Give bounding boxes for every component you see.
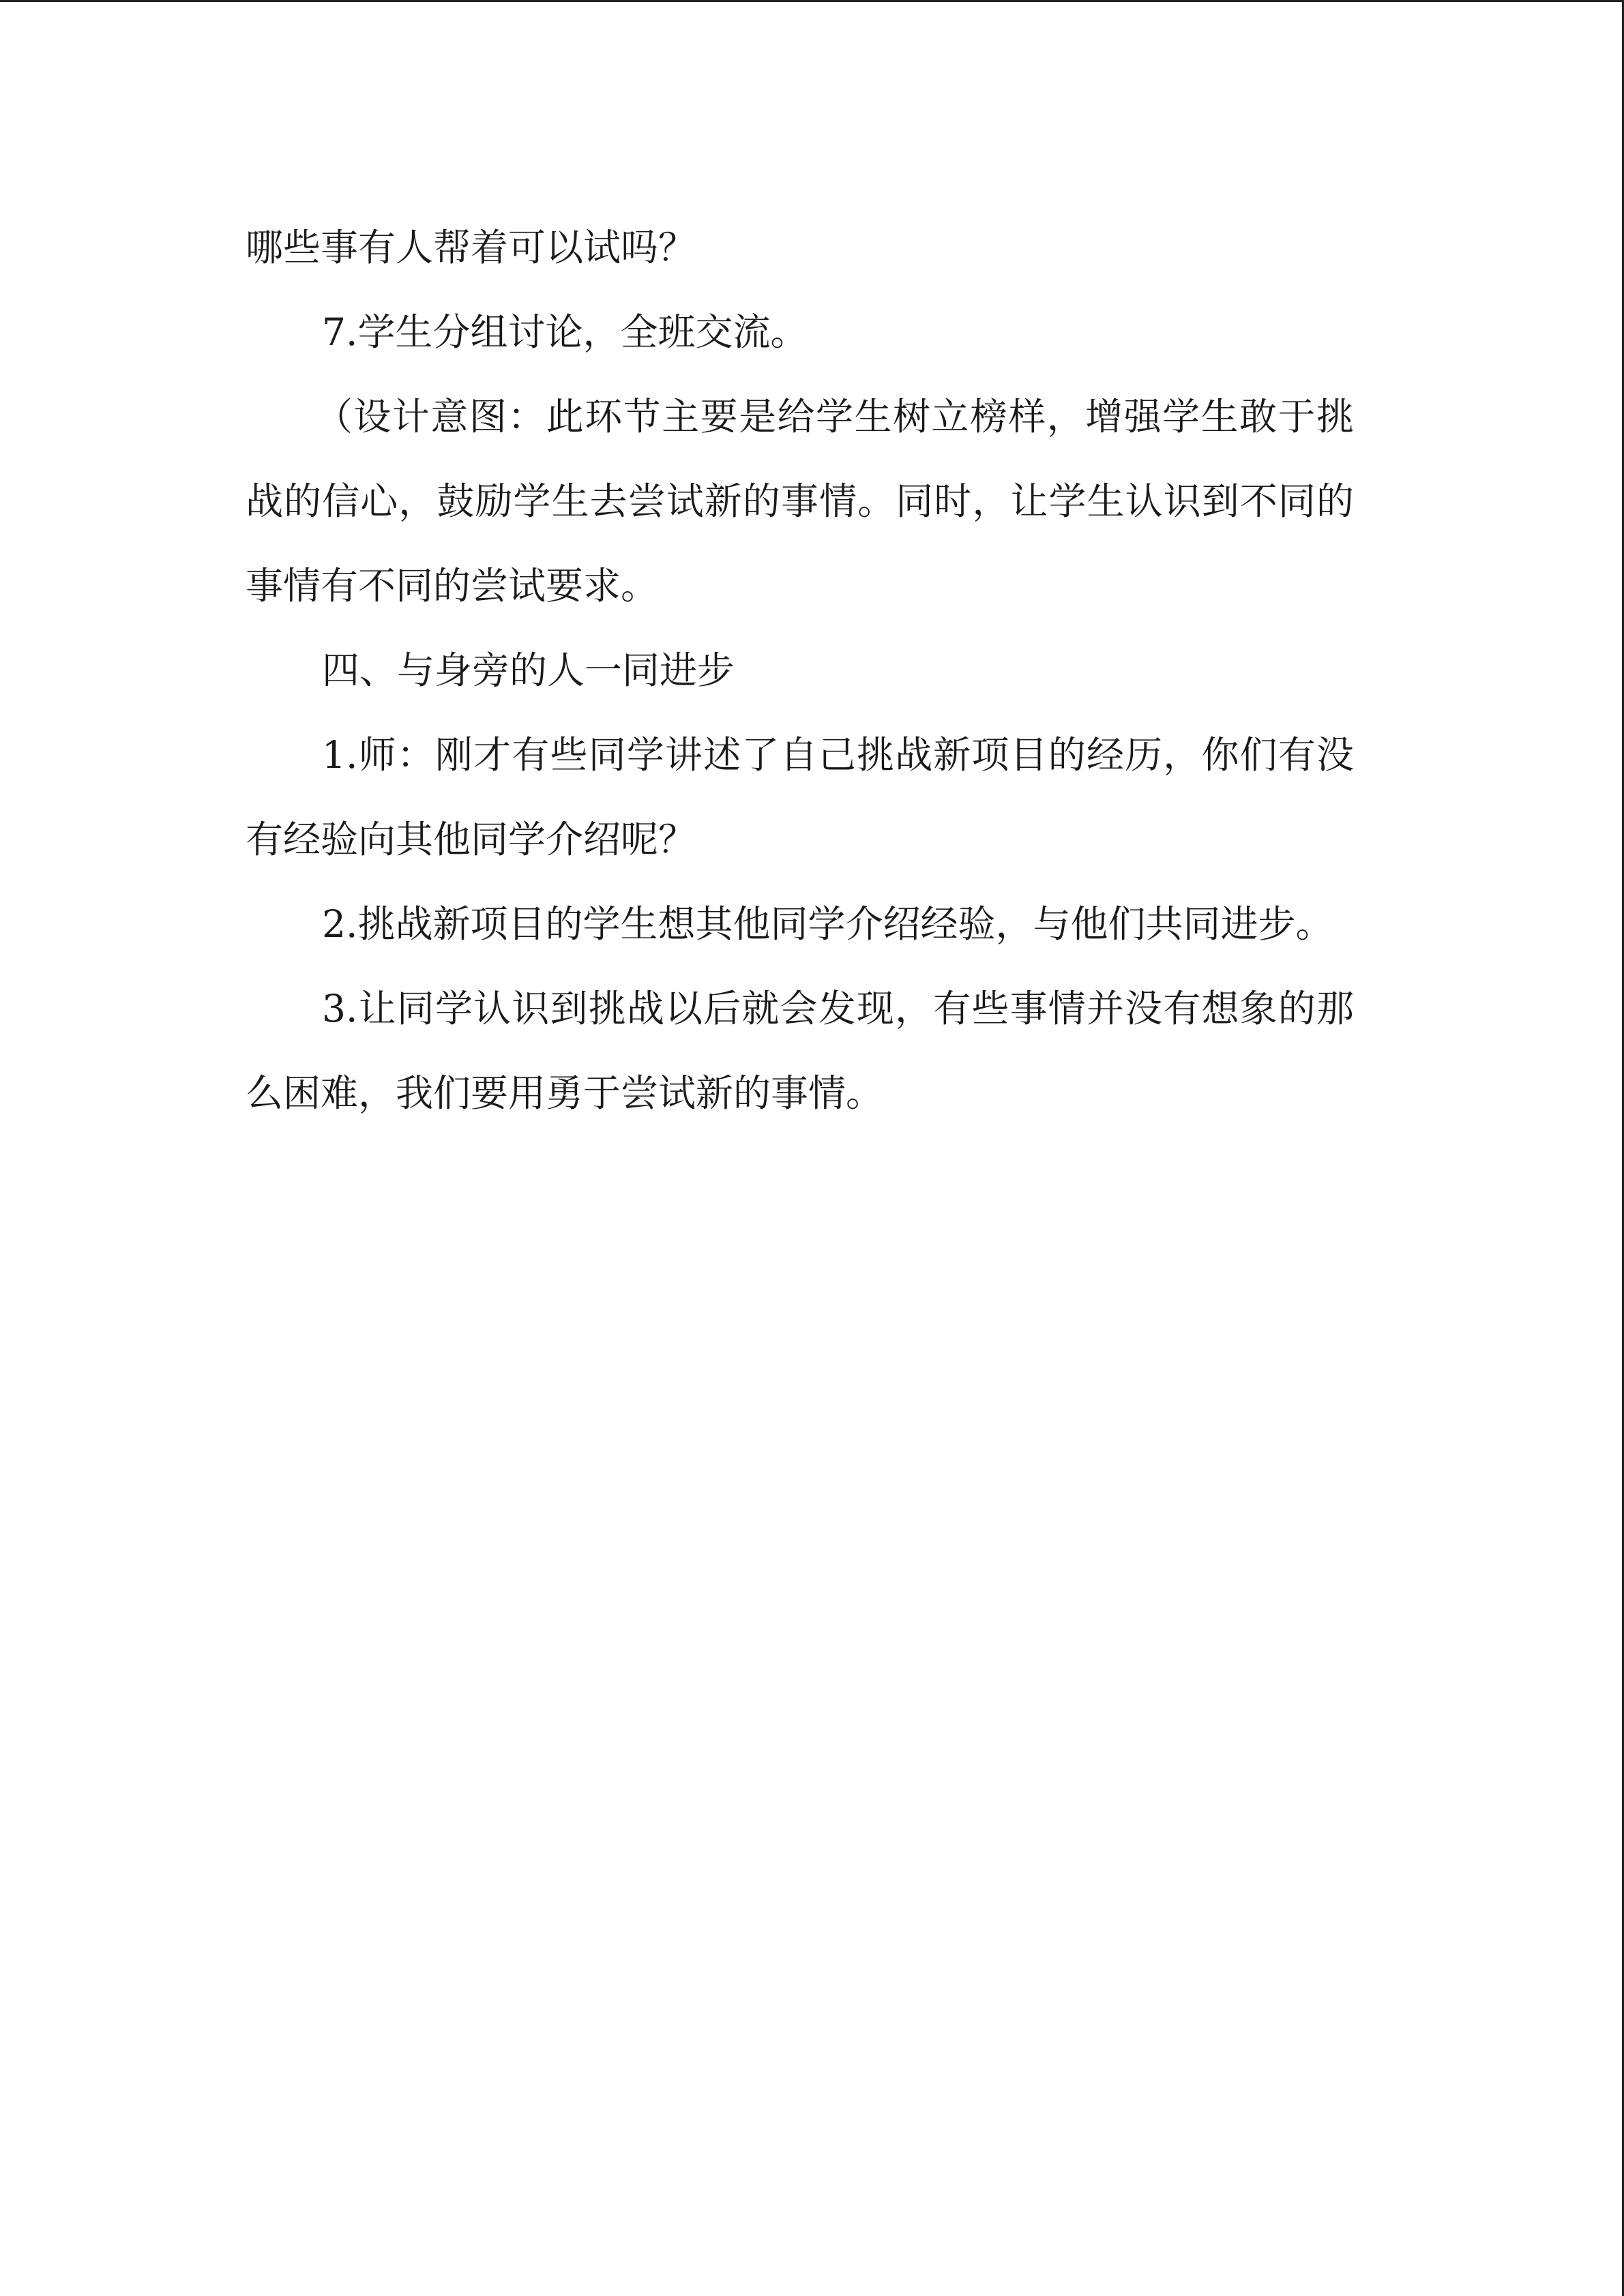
paragraph-continuation: 哪些事有人帮着可以试吗？ xyxy=(246,226,696,269)
document-body xyxy=(246,205,1354,1135)
paragraph-item-1: 1.师：刚才有些同学讲述了自己挑战新项目的经历，你们有没有经验向其他同学介绍呢？ xyxy=(246,733,1354,861)
paragraph-item-3: 3.让同学认识到挑战以后就会发现，有些事情并没有想象的那么困难，我们要用勇于尝试新的事情。 xyxy=(246,987,1354,1115)
section-heading-4: 四、与身旁的人一同进步 xyxy=(322,648,735,692)
paragraph-step-7: 7.学生分组讨论，全班交流。 xyxy=(322,310,808,354)
paragraph-design-intent: （设计意图：此环节主要是给学生树立榜样，增强学生敢于挑战的信心，鼓励学生去尝试新的事情。同时，让学生认识到不同的事情有不同的尝试要求。 xyxy=(246,395,1354,608)
paragraph-item-2: 2.挑战新项目的学生想其他同学介绍经验，与他们共同进步。 xyxy=(322,902,1333,946)
